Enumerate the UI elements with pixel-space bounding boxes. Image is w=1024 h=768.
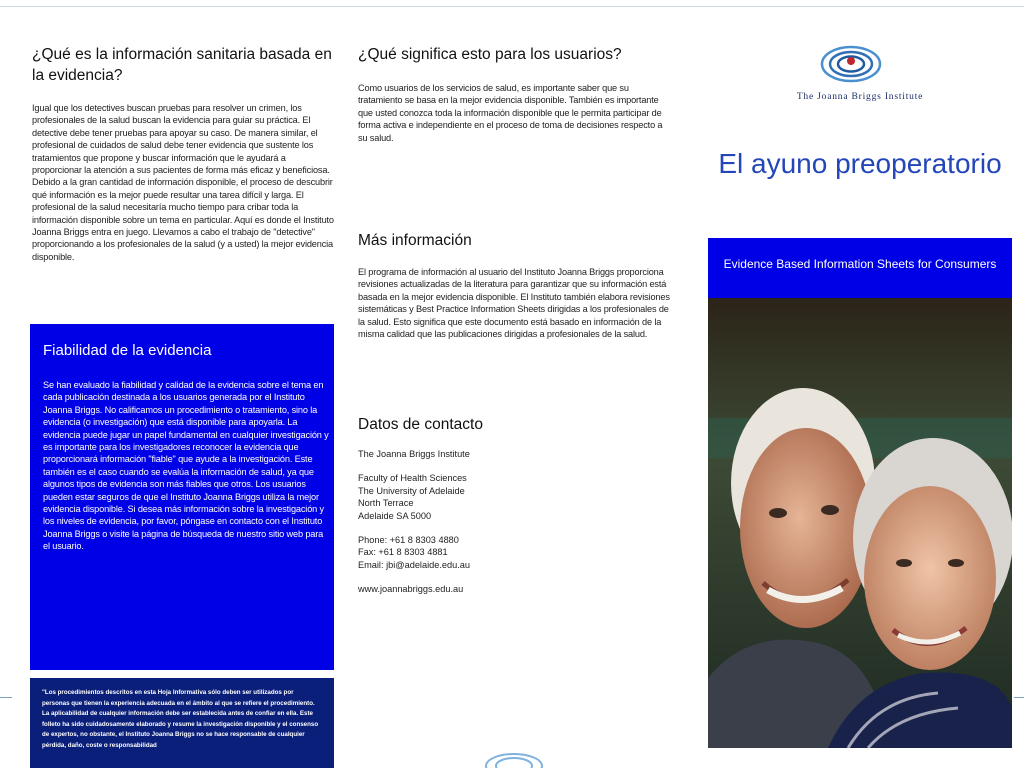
jbi-swirl-logo-icon [820,44,882,84]
users-section [358,44,678,595]
contact-heading: Datos de contacto [358,416,483,433]
fold-mark-right [1014,697,1024,698]
contact-city: Adelaide SA 5000 [358,510,432,521]
institute-name: The Joanna Briggs Institute [796,92,924,102]
more-info-heading: Más información [358,232,472,249]
sheet-title: El ayuno preoperatorio [718,148,1002,179]
contact-details [358,448,470,596]
top-rule [0,6,1024,7]
users-heading: ¿Qué significa esto para los usuarios? [358,46,622,63]
series-banner-text: Evidence Based Information Sheets for Consumers [723,257,997,271]
reliability-box [30,324,334,670]
contact-fax: Fax: +61 8 8303 4881 [358,547,448,558]
disclaimer-box [30,678,334,768]
more-info-text: El programa de información al usuario del Instituto Joanna Briggs proporciona revisiones actualizadas de la literatura para garantizar que su información está basada en la mejor evidencia disponible. El Instituto también elabora revisiones sistemáticas y Best Practice Information Sheets dirigidas a los profesionales de la salud. Esto significa que este documento está basado en información de la misma calidad que las publicaciones dirigidas a profesionales de la salud. [358,267,670,340]
users-text: Como usuarios de los servicios de salud, es importante saber que su tratamiento se basa en la mejor evidencia disponible. También es importante que usted conozca toda la información disponible que le permita participar de forma activa e independiente en el proceso de toma de decisiones respecto a su salud. [358,83,663,143]
contact-university: The University of Adelaide [358,485,465,496]
evidence-info-heading: ¿Qué es la información sanitaria basada en la evidencia? [32,46,332,84]
evidence-info-section [32,44,334,263]
disclaimer-text: "Los procedimientos descritos en esta Hoja Informativa sólo deben ser utilizados por personas que tienen la experiencia adecuada en el ámbito al que se refiere el procedimiento. La aplicabilidad de cualquier información debe ser establecida antes de confiar en ella. Este folleto ha sido cuidadosamente elaborado y resume la investigación disponible y el consenso de expertos, no obstante, el Instituto Joanna Briggs no se hace responsable de cualquier pérdida, daño, coste o responsabilidad [42,689,319,749]
contact-email[interactable]: Email: jbi@adelaide.edu.au [358,559,470,570]
reliability-text: Se han evaluado la fiabilidad y calidad de la evidencia sobre el tema en cada publicación destinada a los usuarios generada por el Instituto Joanna Briggs. No calificamos un procedimiento o tratamiento, sino la evidencia (o investigación) que está disponible para apoyarla. La evidencia puede jugar un papel fundamental en cualquier investigación y es importante para los investigadores reconocer la evidencia que proporcionará información "fiable" que ayude a la investigación. Este también es el caso cuando se evalúa la información de salud, ya que algunos tipos de evidencia son más fiables que otros. Los usuarios pueden estar seguros de que el Instituto Joanna Briggs utiliza la mejor evidencia disponible. Si desea más información sobre la investigación y los niveles de evidencia, por favor, póngase en contacto con el Instituto Joanna Briggs o visite la página de búsqueda de nuestro sitio web para el usuario. [43,380,329,552]
fold-mark-left [0,697,12,698]
contact-org: The Joanna Briggs Institute [358,449,470,459]
reliability-heading: Fiabilidad de la evidencia [43,342,212,359]
bottom-swirl-icon [484,748,544,768]
contact-faculty: Faculty of Health Sciences [358,473,467,484]
series-banner [708,238,1012,298]
evidence-info-text: Igual que los detectives buscan pruebas para resolver un crimen, los profesionales de la salud buscan la evidencia para guiar su práctica. El detective debe tener pruebas para apoyar su caso. De manera similar, el profesional de cuidados de salud debe tener evidencia que sustente los tratamientos que propone y buscar información que le ayudará a proporcionar la atención a sus pacientes de forma más eficaz y beneficiosa. Debido a la gran cantidad de información disponible, el proceso de descubrir qué información es la mejor puede resultar una tarea difícil y larga. El profesional de la salud necesitaría mucho tiempo para cribar toda la información disponible sobre un tema en particular. Aquí es donde el Instituto Joanna Briggs entra en juego. Llevamos a cabo el trabajo de "detective" proporcionando a los profesionales de la salud (y a usted) la mejor evidencia disponible. [32,103,334,262]
elderly-couple-photo [708,298,1012,748]
contact-website[interactable]: www.joannabriggs.edu.au [358,584,464,595]
contact-phone: Phone: +61 8 8303 4880 [358,535,459,546]
contact-street: North Terrace [358,498,414,509]
